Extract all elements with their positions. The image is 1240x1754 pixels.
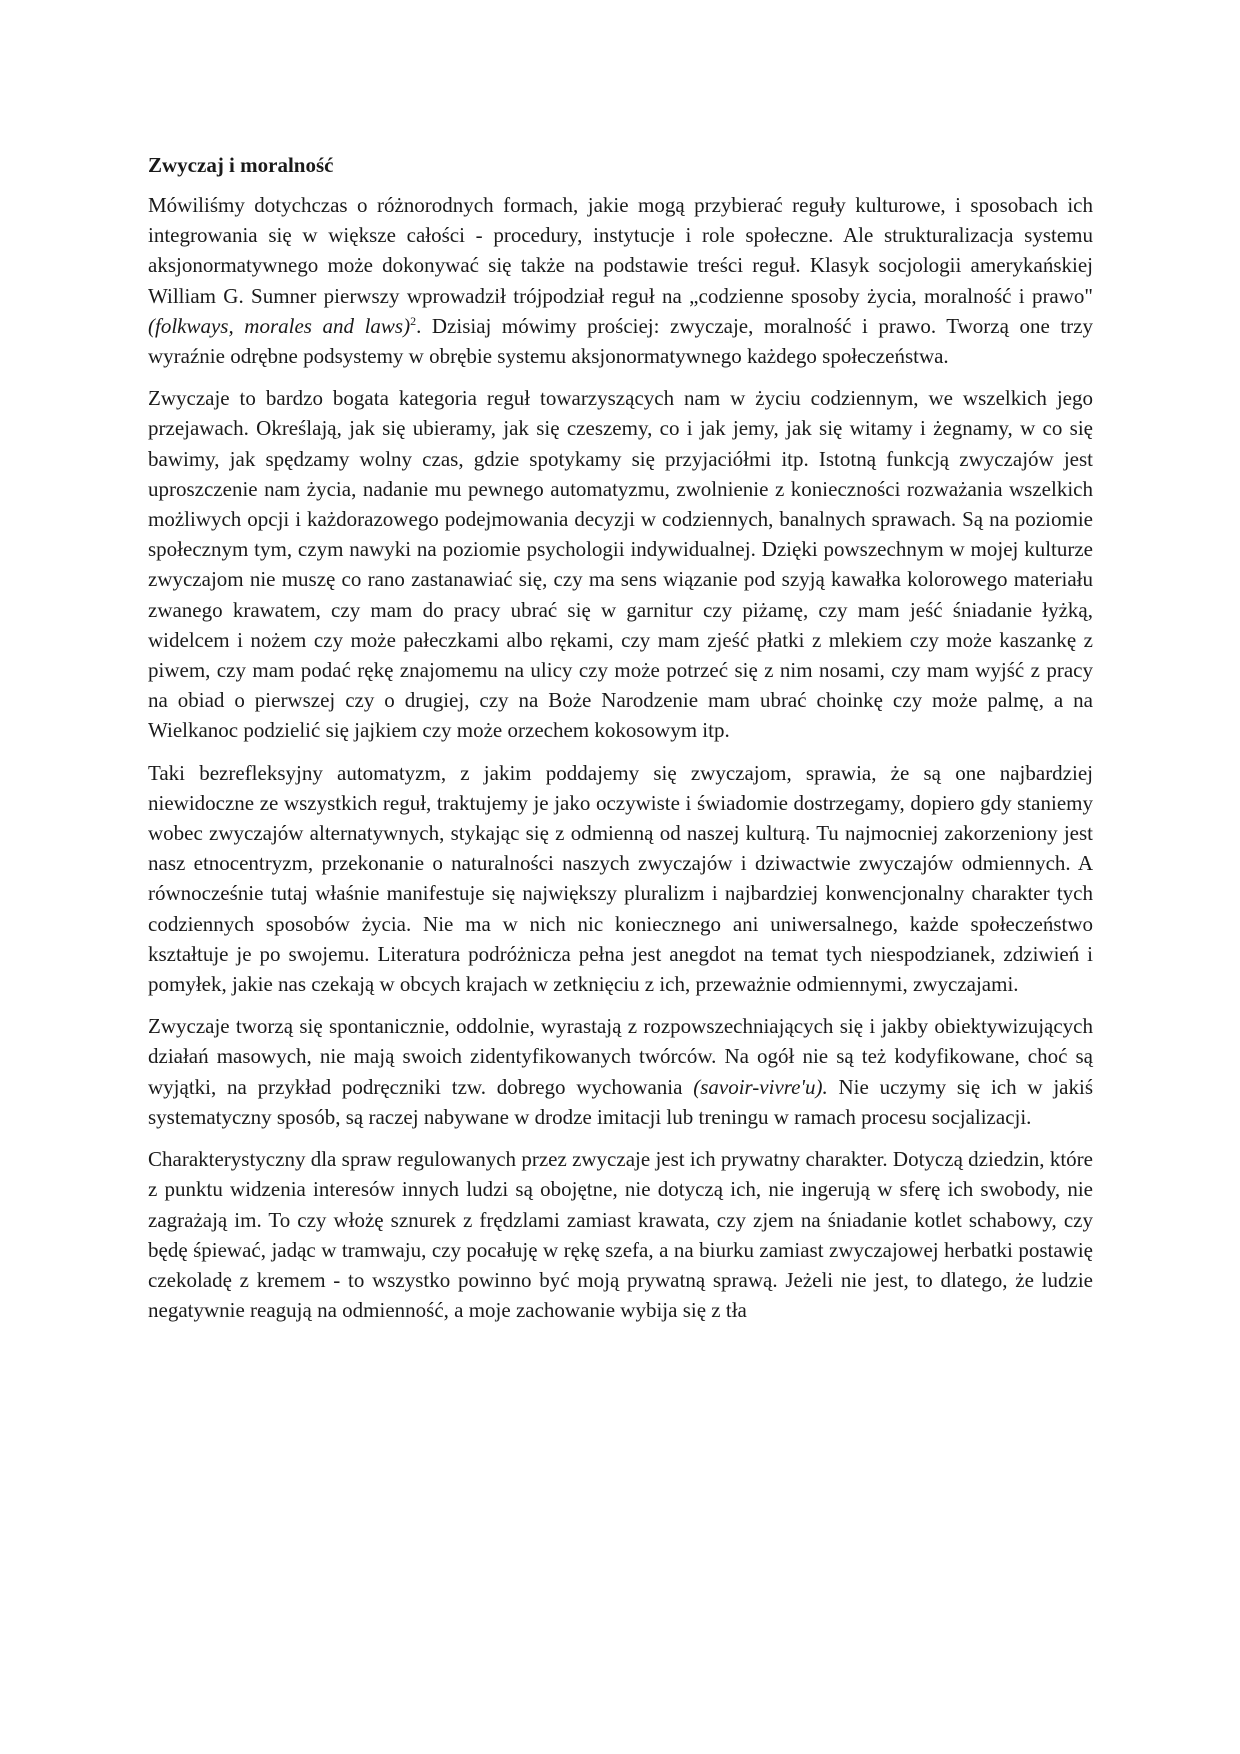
- paragraph-4-text-a: Zwyczaje tworzą się spontanicznie, oddolnie, wyrastają z rozpowszechniających się i jakby obiektywizujących działań masowych, nie mają swoich zidentyfikowanych twórców. Na ogół nie są też kodyfikowane, choć są wyjątki, na przykład podręczniki tzw. dobrego wychowania: [148, 1014, 1093, 1099]
- paragraph-4-italic-term: (savoir-vivre'u).: [693, 1074, 828, 1099]
- paragraph-2: Zwyczaje to bardzo bogata kategoria reguł towarzyszących nam w życiu codziennym, we wszelkich jego przejawach. Określają, jak się ubieramy, jak się czeszemy, co i jak jemy, jak się witamy i żegnamy, w co się bawimy, jak spędzamy wolny czas, gdzie spotykamy się przyjaciółmi itp. Istotną funkcją zwyczajów jest uproszczenie nam życia, nadanie mu pewnego automatyzmu, zwolnienie z konieczności rozważania wszelkich możliwych opcji i każdorazowego podejmowania decyzji w codziennych, banalnych sprawach. Są na poziomie społecznym tym, czym nawyki na poziomie psychologii indywidualnej. Dzięki powszechnym w mojej kulturze zwyczajom nie muszę co rano zastanawiać się, czy ma sens wiązanie pod szyją kawałka kolorowego materiału zwanego krawatem, czy mam do pracy ubrać się w garnitur czy piżamę, czy mam jeść śniadanie łyżką, widelcem i nożem czy może pałeczkami albo rękami, czy mam zjeść płatki z mlekiem czy może kaszankę z piwem, czy mam podać rękę znajomemu na ulicy czy może potrzeć się z nim nosami, czy mam wyjść z pracy na obiad o pierwszej czy o drugiej, czy na Boże Narodzenie mam ubrać choinkę czy może palmę, a na Wielkanoc podzielić się jajkiem czy może orzechem kokosowym itp.: [148, 386, 1093, 743]
- paragraph-4-text-b: Nie uczymy się ich w jakiś systematyczny sposób, są raczej nabywane w drodze imitacji lub treningu w ramach procesu socjalizacji.: [148, 1074, 1093, 1129]
- footnote-marker: 2: [410, 313, 417, 328]
- paragraph-4: [148, 1011, 1093, 1132]
- document-page: [148, 150, 1093, 1337]
- document-title: Zwyczaj i moralność: [148, 153, 334, 177]
- paragraph-5: Charakterystyczny dla spraw regulowanych przez zwyczaje jest ich prywatny charakter. Dotyczą dziedzin, które z punktu widzenia interesów innych ludzi są obojętne, nie dotyczą ich, nie ingerują w sferę ich swobody, nie zagrażają im. To czy włożę sznurek z frędzlami zamiast krawata, czy zjem na śniadanie kotlet schabowy, czy będę śpiewać, jadąc w tramwaju, czy pocałuję w rękę szefa, a na biurku zamiast zwyczajowej herbatki postawię czekoladę z kremem - to wszystko powinno być moją prywatną sprawą. Jeżeli nie jest, to dlatego, że ludzie negatywnie reagują na odmienność, a moje zachowanie wybija się z tła: [148, 1147, 1093, 1323]
- paragraph-1: [148, 190, 1093, 371]
- paragraph-3: Taki bezrefleksyjny automatyzm, z jakim poddajemy się zwyczajom, sprawia, że są one najbardziej niewidoczne ze wszystkich reguł, traktujemy je jako oczywiste i świadomie dostrzegamy, dopiero gdy staniemy wobec zwyczajów alternatywnych, stykając się z odmienną od naszej kulturą. Tu najmocniej zakorzeniony jest nasz etnocentryzm, przekonanie o naturalności naszych zwyczajów i dziwactwie zwyczajów odmiennych. A równocześnie tutaj właśnie manifestuje się największy pluralizm i najbardziej konwencjonalny charakter tych codziennych sposobów życia. Nie ma w nich nic koniecznego ani uniwersalnego, każde społeczeństwo kształtuje je po swojemu. Literatura podróżnicza pełna jest anegdot na temat tych niespodzianek, zdziwień i pomyłek, jakie nas czekają w obcych krajach w zetknięciu z ich, przeważnie odmiennymi, zwyczajami.: [148, 760, 1093, 997]
- paragraph-1-italic-terms: (folkways, morales and laws): [148, 313, 411, 338]
- paragraph-1-text-a: Mówiliśmy dotychczas o różnorodnych formach, jakie mogą przybierać reguły kulturowe, i sposobach ich integrowania się w większe całości - procedury, instytucje i role społeczne. Ale strukturalizacja systemu aksjonormatywnego może dokonywać się także na podstawie treści reguł. Klasyk socjologii amerykańskiej William G. Sumner pierwszy wprowadził trójpodział reguł na „codzienne sposoby życia, moralność i prawo": [148, 193, 1093, 308]
- paragraph-1-text-b: . Dzisiaj mówimy prościej: zwyczaje, moralność i prawo. Tworzą one trzy wyraźnie odrębne podsystemy w obrębie systemu aksjonormatywnego każdego społeczeństwa.: [148, 313, 1094, 369]
